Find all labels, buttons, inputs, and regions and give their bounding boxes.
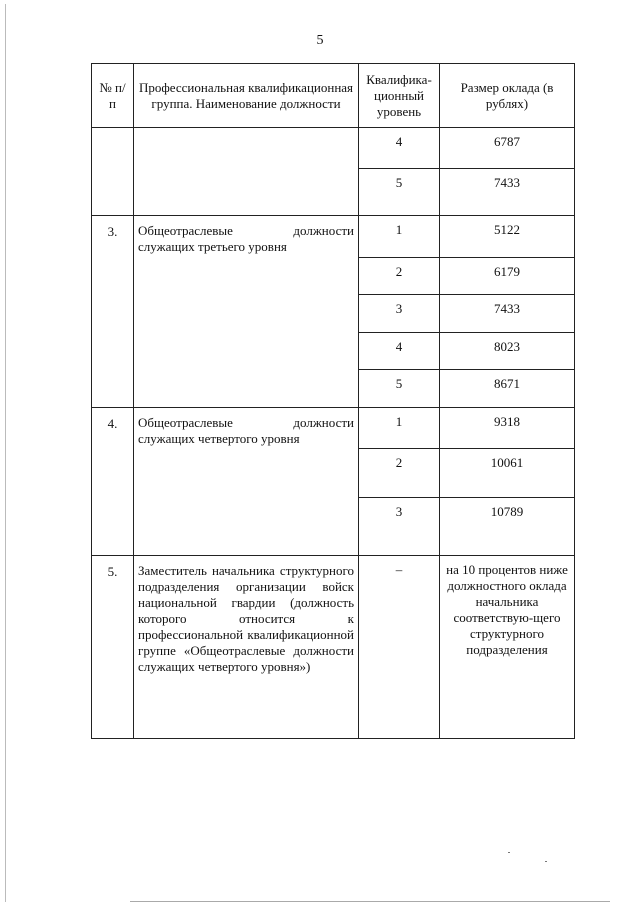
num-cell-empty [92,128,134,216]
level-cell: 2 [359,449,440,498]
salary-cell: 8671 [440,370,575,408]
table-row [92,216,575,258]
group-name: Общеотраслевые должности служащих третьего уровня [134,216,359,408]
header-salary: Размер оклада (в рублях) [440,64,575,128]
table-header-row [92,64,575,128]
page-number: 5 [316,33,324,48]
position-name: Заместитель начальника структурного подразделения организации войск национальной гвардии (должность которого относится к профессиональной квалификационной группе «Общеотраслевые должности служащих четвертого уровня») [134,556,359,739]
salary-cell: 7433 [440,169,575,216]
scan-edge [130,901,610,902]
row-number: 4. [92,408,134,556]
header-group: Профессиональная квалификационная группа. Наименование должности [134,64,359,128]
header-num: № п/п [92,64,134,128]
salary-cell: 7433 [440,295,575,333]
header-level: Квалифика-ционный уровень [359,64,440,128]
salary-cell: 6787 [440,128,575,169]
level-cell: 5 [359,370,440,408]
salary-cell: 5122 [440,216,575,258]
group-name: Общеотраслевые должности служащих четвертого уровня [134,408,359,556]
row-number: 5. [92,556,134,739]
level-cell: 4 [359,128,440,169]
salary-note: на 10 процентов ниже должностного оклада начальника соответствую-щего структурного подразделения [440,556,575,739]
level-cell: 3 [359,498,440,556]
salary-cell: 10061 [440,449,575,498]
salary-table [91,63,575,739]
scan-speck [508,852,510,853]
level-cell: 5 [359,169,440,216]
level-cell: 1 [359,408,440,449]
level-cell: 2 [359,258,440,295]
table-row [92,128,575,169]
scan-edge [5,4,6,902]
salary-cell: 8023 [440,333,575,370]
row-number: 3. [92,216,134,408]
group-cell-empty [134,128,359,216]
salary-cell: 6179 [440,258,575,295]
salary-cell: 9318 [440,408,575,449]
level-cell: 3 [359,295,440,333]
table-row [92,408,575,449]
scan-speck [545,861,547,862]
level-cell: 1 [359,216,440,258]
table-row [92,556,575,739]
level-cell: – [359,556,440,739]
level-cell: 4 [359,333,440,370]
salary-cell: 10789 [440,498,575,556]
